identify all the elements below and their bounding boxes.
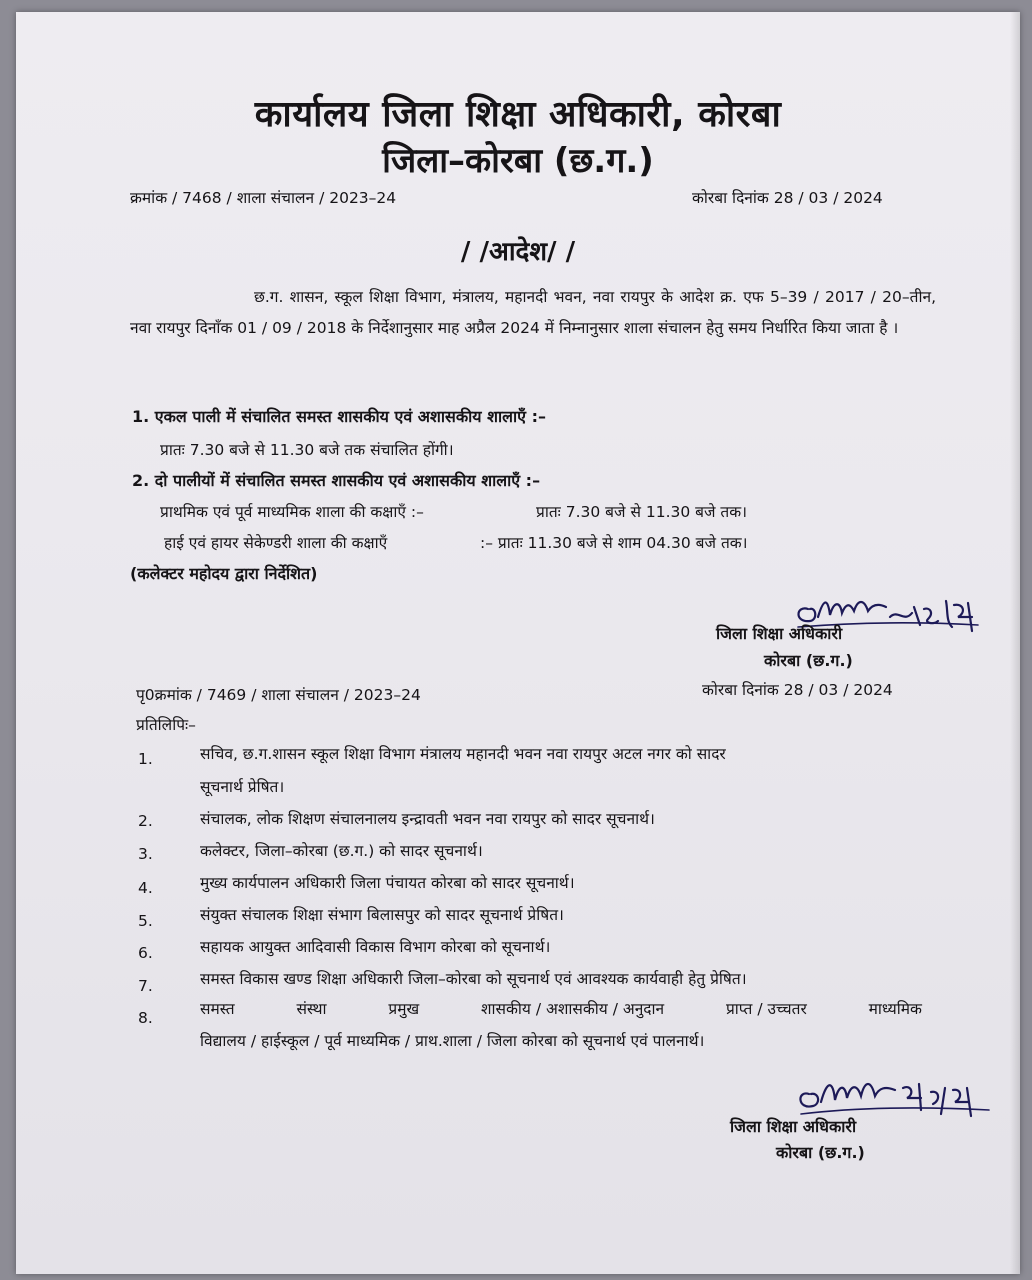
signatory-place-1: कोरबा (छ.ग.) — [764, 651, 853, 670]
recipient-number: 7. — [138, 977, 153, 995]
district-title: जिला–कोरबा (छ.ग.) — [382, 141, 654, 181]
recipient-line: मुख्य कार्यपालन अधिकारी जिला पंचायत कोरबा को सादर सूचनार्थ। — [200, 874, 575, 892]
copy-to-label: प्रतिलिपिः– — [136, 716, 196, 734]
primary-classes-timing: प्रातः 7.30 बजे से 11.30 बजे तक। — [536, 503, 748, 521]
recipient-line-continued: विद्यालय / हाईस्कूल / पूर्व माध्यमिक / प्राथ.शाला / जिला कोरबा को सूचनार्थ एवं पालनार्थ। — [200, 1032, 705, 1050]
order-number: क्रमांक / 7468 / शाला संचालन / 2023–24 — [130, 189, 397, 207]
single-shift-timing: प्रातः 7.30 बजे से 11.30 बजे तक संचालित होंगी। — [160, 441, 454, 459]
recipient-number: 3. — [138, 845, 153, 863]
recipient-line: कलेक्टर, जिला–कोरबा (छ.ग.) को सादर सूचनार्थ। — [200, 842, 483, 860]
recipient-line: संचालक, लोक शिक्षण संचालनालय इन्द्रावती भवन नवा रायपुर को सादर सूचनार्थ। — [200, 810, 655, 828]
copy-order-number: पृ0क्रमांक / 7469 / शाला संचालन / 2023–24 — [136, 686, 421, 704]
recipient-line — [200, 997, 922, 1019]
order-date: कोरबा दिनांक 28 / 03 / 2024 — [692, 189, 883, 207]
recipient-line: सहायक आयुक्त आदिवासी विकास विभाग कोरबा को सूचनार्थ। — [200, 938, 551, 956]
recipient-number: 6. — [138, 944, 153, 962]
recipient-number: 8. — [138, 1009, 153, 1027]
recipient-word: समस्त — [200, 1000, 235, 1018]
recipient-number: 5. — [138, 912, 153, 930]
recipient-number: 4. — [138, 879, 153, 897]
paper-edge-shadow — [1010, 12, 1020, 1274]
high-classes-label: हाई एवं हायर सेकेण्डरी शाला की कक्षाएँ — [164, 534, 388, 552]
recipient-word: शासकीय / अशासकीय / अनुदान — [480, 1000, 665, 1018]
order-heading: / /आदेश/ / — [460, 237, 576, 267]
signatory-title-2: जिला शिक्षा अधिकारी — [730, 1117, 857, 1136]
collector-directive-note: (कलेक्टर महोदय द्वारा निर्देशित) — [130, 564, 318, 583]
high-classes-timing: :– प्रातः 11.30 बजे से शाम 04.30 बजे तक। — [480, 534, 748, 552]
recipient-word: प्रमुख — [388, 1000, 420, 1018]
order-document — [16, 12, 1020, 1274]
signatory-place-2: कोरबा (छ.ग.) — [776, 1143, 865, 1162]
signatory-title-1: जिला शिक्षा अधिकारी — [716, 624, 843, 643]
intro-paragraph: छ.ग. शासन, स्कूल शिक्षा विभाग, मंत्रालय, महानदी भवन, नवा रायपुर के आदेश क्र. एफ 5–39 / 2017 / 20–तीन, नवा रायपुर दिनाँक 01 / 09 / 2018 के निर्देशानुसार माह अप्रैल 2024 में निम्नानुसार शाला संचालन हेतु समय निर्धारित किया जाता है । — [130, 288, 936, 337]
recipient-word: प्राप्त / उच्चतर — [725, 1000, 807, 1018]
single-shift-heading: 1. एकल पाली में संचालित समस्त शासकीय एवं अशासकीय शालाएँ :– — [132, 407, 546, 426]
recipient-line: संयुक्त संचालक शिक्षा संभाग बिलासपुर को सादर सूचनार्थ प्रेषित। — [200, 906, 564, 924]
recipient-line: सचिव, छ.ग.शासन स्कूल शिक्षा विभाग मंत्रालय महानदी भवन नवा रायपुर अटल नगर को सादर — [200, 745, 726, 763]
office-title: कार्यालय जिला शिक्षा अधिकारी, कोरबा — [254, 94, 782, 135]
recipient-word: संस्था — [296, 1000, 327, 1018]
copy-order-date: कोरबा दिनांक 28 / 03 / 2024 — [702, 681, 893, 699]
recipient-line-continued: सूचनार्थ प्रेषित। — [200, 778, 285, 796]
recipient-word: माध्यमिक — [868, 1000, 922, 1018]
primary-classes-label: प्राथमिक एवं पूर्व माध्यमिक शाला की कक्षाएँ :– — [160, 503, 424, 521]
recipient-line: समस्त विकास खण्ड शिक्षा अधिकारी जिला–कोरबा को सूचनार्थ एवं आवश्यक कार्यवाही हेतु प्रेषित। — [200, 970, 747, 988]
double-shift-heading: 2. दो पालीयों में संचालित समस्त शासकीय एवं अशासकीय शालाएँ :– — [132, 471, 541, 490]
recipient-number: 2. — [138, 812, 153, 830]
recipient-number: 1. — [138, 750, 153, 768]
